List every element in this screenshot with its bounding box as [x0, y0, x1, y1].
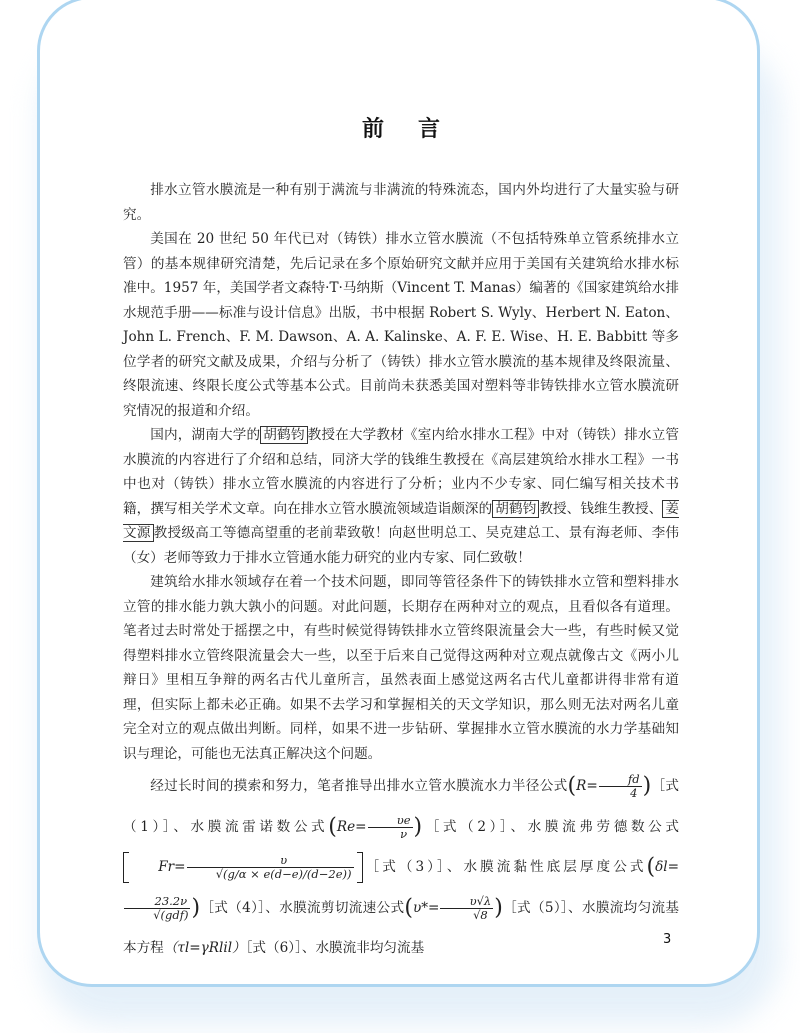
p3-text-a: 国内，湖南大学的 — [150, 427, 261, 443]
paragraph-3 — [123, 423, 679, 570]
formula-5-open: ( — [404, 895, 413, 920]
page-title: 前言 — [361, 117, 474, 142]
page-number: 3 — [663, 932, 672, 947]
p3-text-c: 教授、钱维生教授、 — [539, 500, 663, 517]
formula-3-lhs: Fr= — [158, 859, 186, 875]
formula-2-open: ( — [328, 814, 337, 839]
p5-text-6: ［式（5）］、水膜流均匀流基本方程 — [123, 899, 679, 956]
formula-2-denominator: ν — [400, 826, 408, 841]
paragraph-4: 建筑给水排水领域存在着一个技术问题，即同等管径条件下的铸铁排水立管和塑料排水立管的排水能力孰大孰小的问题。对此问题，长期存在两种对立的观点，且看似各有道理。笔者过去时常处于摇摆之中，有些时候觉得铸铁排水立管终限流量会大一些，有些时候又觉得塑料排水立管终限流量会大一些，以至于后来自己觉得这两种对立观点就像古文《两小儿辩日》里相互争辩的两名古代儿童所言，虽然表面上感觉这两名古代儿童都讲得非常有道理，但实际上都未必正确。如果不去学习和掌握相关的天文学知识，那么则无法对两名儿童完全对立的观点做出判断。同样，如果不进一步钻研、掌握排水立管水膜流的水力学基础知识与理论，可能也无法真正解决这个问题。 — [123, 574, 679, 762]
paragraph-2: 美国在 20 世纪 50 年代已对（铸铁）排水立管水膜流（不包括特殊单立管系统排水立管）的基本规律研究清楚，先后记录在多个原始研究文献并应用于美国有关建筑给水排水标准中。1957 年，美国学者文森特·T·马纳斯（Vincent T. Manas）编著的《国家建筑给水排水规范手册——标准与设计信息》出版，书中根据 Robert S. Wyly、Herbert N. Eaton、John L. French、F. M. Dawson、A. A. Kalinske、A. F. E. Wise、H. E. Babbitt 等多位学者的研究文献及成果，介绍与分析了（铸铁）排水立管水膜流的基本规律及终限流量、终限流速、终限长度公式等基本公式。目前尚未获悉美国对塑料等非铸铁排水立管水膜流研究情况的报道和介绍。 — [123, 231, 679, 419]
formula-3 — [123, 852, 363, 883]
formula-1-numerator: fd — [599, 773, 642, 787]
formula-1-fraction — [599, 773, 642, 800]
formula-4-fraction — [124, 895, 190, 922]
boxed-name-3: 姜文源 — [123, 500, 679, 541]
formula-2-close: ) — [413, 814, 423, 839]
formula-4-close: ) — [191, 895, 201, 920]
p3-text-b: 教授在大学教材《室内给水排水工程》中对（铸铁）排水立管水膜流的内容进行了介绍和总结，同济大学的钱维生教授在《高层建筑给水排水工程》一书中也对（铸铁）排水立管水膜流的内容进行了分析；业内不少专家、同仁编写相关技术书籍，撰写相关学术文章。向在排水立管水膜流领域造诣颇深的 — [123, 427, 680, 517]
formula-4-open: ( — [646, 854, 656, 880]
formula-1-lhs: R= — [576, 778, 598, 794]
boxed-name-2: 胡鹤钧 — [492, 500, 539, 518]
formula-5-fraction — [440, 895, 493, 922]
formula-4-lhs: δl= — [655, 859, 679, 875]
formula-5-numerator: υ√λ — [440, 895, 493, 909]
formula-2-fraction — [368, 814, 413, 841]
formula-3-denominator: √(g/α × e(d−e)/(d−2e)) — [215, 867, 352, 881]
paragraph-1: 排水立管水膜流是一种有别于满流与非满流的特殊流态，国内外均进行了大量实验与研究。 — [123, 182, 679, 223]
formula-5-close: ) — [494, 895, 503, 920]
p5-text-3: ［式（2）］、水膜流弗劳德数公式 — [422, 818, 679, 835]
formula-3-fraction — [187, 854, 354, 881]
formula-6: （τl=γRlil） — [163, 940, 246, 956]
p5-text-2: ［式（1）］、水膜流雷诺数公式 — [123, 778, 680, 835]
formula-4-numerator: 23.2ν — [124, 895, 190, 909]
formula-3-numerator: υ — [187, 854, 354, 868]
body-text — [123, 178, 679, 968]
p5-text-5: ［式（4）］、水膜流剪切流速公式 — [200, 899, 405, 916]
paragraph-5 — [123, 766, 679, 968]
formula-2-lhs: Re= — [336, 818, 367, 835]
formula-2-numerator: υe — [368, 814, 413, 828]
formula-5-lhs: υ*= — [412, 899, 440, 916]
formula-4-denominator: √(gdf) — [153, 907, 189, 922]
p5-text-1: 经过长时间的摸索和努力，笔者推导出排水立管水膜流水力半径公式 — [150, 778, 568, 794]
p5-text-4: ［式（3）］、水膜流黏性底层厚度公式 — [362, 859, 647, 875]
formula-1-open: ( — [567, 773, 577, 799]
boxed-name-1: 胡鹤钧 — [260, 426, 307, 444]
formula-1-denominator: 4 — [630, 786, 638, 800]
p5-text-7: ［式（6）］、水膜流非均匀流基 — [245, 940, 425, 956]
formula-5-denominator: √8 — [473, 907, 488, 922]
p3-text-d: 教授级高工等德高望重的老前辈致敬！向赵世明总工、吴克建总工、景有海老师、李伟（女）老师等致力于排水立管通水能力研究的业内专家、同仁致敬！ — [123, 525, 680, 566]
formula-1-close: ) — [642, 773, 652, 799]
